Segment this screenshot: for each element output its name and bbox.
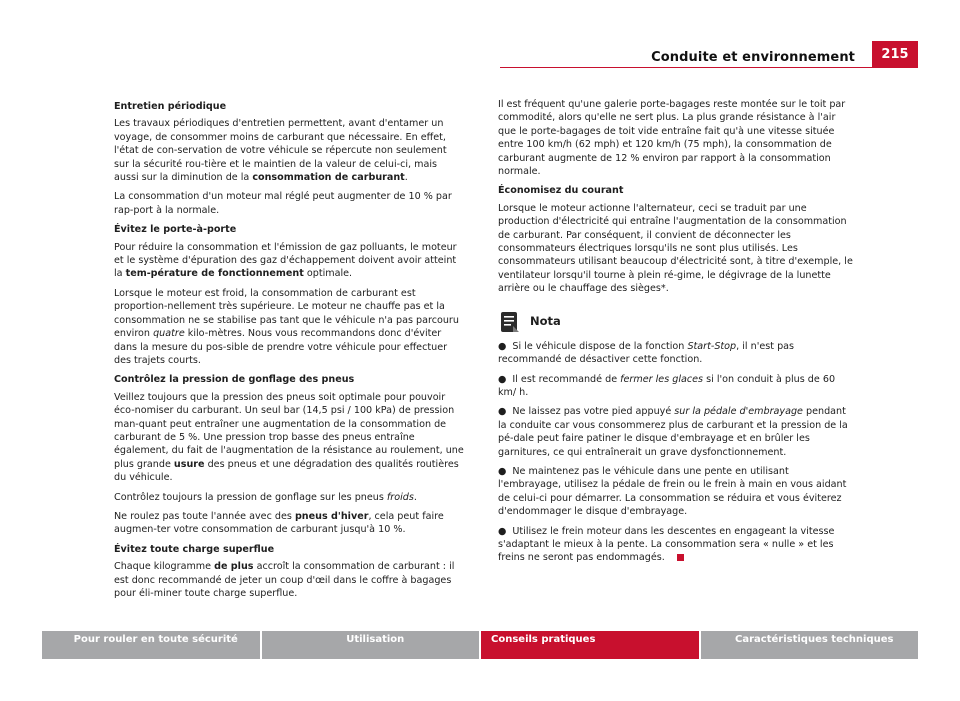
section-heading-tyre-pressure: Contrôlez la pression de gonflage des pneus	[114, 374, 355, 386]
tab-safety[interactable]: Pour rouler en toute sécurité	[42, 631, 260, 659]
text: des pneus et une dégradation des qualités routières du véhicule.	[114, 458, 459, 484]
header-rule	[500, 67, 872, 68]
bold-text: de plus	[214, 561, 254, 573]
italic-text: Start-Stop	[687, 340, 737, 352]
text: , cela peut faire augmen-ter votre consommation de carburant jusqu'à 10 %.	[114, 510, 444, 536]
section-heading-maintenance: Entretien périodique	[114, 101, 227, 112]
paragraph	[114, 391, 464, 485]
note-item	[498, 525, 854, 565]
text: kilo-mètres. Nous vous recommandons donc d'éviter dans la mesure du pos-sible de prendre votre véhicule pour effectuer des trajets courts.	[114, 328, 448, 366]
note-title: Nota	[530, 313, 561, 328]
paragraph	[114, 491, 464, 504]
text: Les travaux périodiques d'entretien permettent, avant d'entamer un voyage, de consommer moins de carburant que nécessaire. En effet, l'état de con-servation de votre véhicule se répercute non seulement sur la sécurité rou-tière et le maintien de la valeur de celui-ci, mais aussi sur la diminution de la	[114, 118, 447, 184]
note-item	[498, 465, 854, 519]
italic-text: fermer les glaces	[620, 373, 704, 385]
page-number: 215	[872, 41, 918, 68]
text: Lorsque le moteur est froid, la consommation de carburant est proportion-nellement très supérieure. Le moteur ne chauffe pas et la consommation ne se stabilise pas tant que le véhicule n'a pas parcouru environ	[114, 287, 459, 340]
paragraph	[114, 117, 464, 184]
section-heading-save-power: Économisez du courant	[498, 185, 624, 197]
section-end-marker	[677, 554, 684, 561]
text: Ne roulez pas toute l'année avec des	[114, 510, 295, 522]
bold-text: usure	[173, 458, 205, 470]
text: optimale.	[303, 268, 353, 280]
section-heading-extra-load: Évitez toute charge superflue	[114, 543, 275, 555]
text: Ne maintenez pas le véhicule dans une pente en utilisant l'embrayage, utilisez la pédale de frein ou le frein à main en vous aidant de celui-ci pour démarrer. La consommation se réduira et vous éviterez d'endommager le disque d'embrayage.	[498, 465, 847, 518]
text: pendant la conduite car vous consommerez plus de carburant et la pression de la pé-dale peut faire patiner le disque d'embrayage et en brûler les garnitures, ce qui entraînerait un grave dysfonctionnement.	[498, 406, 848, 458]
note-item	[498, 340, 854, 367]
tab-practical-tips[interactable]: Conseils pratiques	[481, 631, 699, 659]
note-icon	[498, 310, 522, 334]
text: Contrôlez toujours la pression de gonflage sur les pneus	[114, 491, 387, 503]
tab-operation[interactable]: Utilisation	[262, 631, 480, 659]
paragraph: Lorsque le moteur actionne l'alternateur, ceci se traduit par une production d'électricité qui entraîne l'augmentation de la consommation de carburant. Par conséquent, il convient de déconnecter les consommateurs électriques lorsqu'ils ne sont plus utilisés. Les consommateurs utilisant beaucoup d'électricité sont, à titre d'exemple, le ventilateur lorsqu'il tourne à plein ré-gime, le dégivrage de la lunette arrière ou le chauffage des sièges*.	[498, 202, 853, 295]
left-column	[114, 98, 464, 606]
bold-text: consommation de carburant	[252, 172, 405, 184]
section-heading-short-trips: Évitez le porte-à-porte	[114, 224, 237, 236]
italic-text: froids	[386, 491, 414, 503]
bullet: ●	[498, 373, 507, 385]
bullet: ●	[498, 465, 507, 477]
paragraph	[114, 560, 464, 600]
bullet: ●	[498, 525, 507, 537]
text: si l'on conduit à plus de 60 km/ h.	[498, 373, 836, 398]
text: Ne laissez pas votre pied appuyé	[512, 406, 675, 418]
paragraph: Il est fréquent qu'une galerie porte-bagages reste montée sur le toit par commodité, alors qu'elle ne sert plus. La plus grande résistance à l'air que le porte-bagages de toit vide entraîne fait qu'à une vitesse située entre 100 km/h (62 mph) et 120 km/h (75 mph), la consommation de carburant augmente de 12 % environ par rapport à la consommation normale.	[498, 99, 846, 178]
text: Veillez toujours que la pression des pneus soit optimale pour pouvoir éco-nomiser du carburant. Un seul bar (14,5 psi / 100 kPa) de pression man-quant peut entraîner une augmentation de la consommation de carburant de 5 %. Une pression trop basse des pneus entraîne également, du fait de l'augmentation de la résistance au roulement, une plus grande	[114, 391, 464, 470]
note-item	[498, 405, 854, 459]
italic-text: sur la pédale d'embrayage	[674, 406, 803, 418]
bold-text: pneus d'hiver	[294, 510, 369, 522]
note-item	[498, 373, 854, 400]
bullet: ●	[498, 340, 507, 352]
text: .	[404, 172, 408, 184]
page-header-title: Conduite et environnement	[651, 50, 855, 65]
paragraph	[114, 510, 464, 537]
note-header	[498, 310, 854, 334]
text: accroît la consommation de carburant : il est donc recommandé de jeter un coup d'œil dans le coffre à bagages pour éli-miner toute charge superflue.	[114, 561, 455, 599]
paragraph: La consommation d'un moteur mal réglé peut augmenter de 10 % par rap-port à la normale.	[114, 191, 452, 216]
tab-technical-data[interactable]: Caractéristiques techniques	[701, 631, 919, 659]
italic-text: quatre	[153, 328, 185, 340]
bullet: ●	[498, 406, 507, 418]
text: , il n'est pas recommandé de désactiver cette fonction.	[498, 340, 795, 366]
paragraph	[114, 241, 464, 281]
bold-text: tem-pérature de fonctionnement	[125, 268, 304, 280]
text: Il est recommandé de	[512, 373, 621, 385]
text: .	[413, 491, 417, 503]
footer-nav	[42, 631, 918, 659]
text: Pour réduire la consommation et l'émission de gaz polluants, le moteur et le système d'épuration des gaz d'échappement doivent avoir atteint la	[114, 241, 457, 280]
right-column	[498, 98, 854, 571]
text: Utilisez le frein moteur dans les descentes en engageant la vitesse s'adaptant le mieux à la pente. La consommation sera « nulle » et les freins ne seront pas endommagés.	[498, 525, 835, 564]
paragraph	[114, 287, 464, 367]
text: Chaque kilogramme	[114, 561, 215, 573]
text: Si le véhicule dispose de la fonction	[512, 340, 688, 352]
